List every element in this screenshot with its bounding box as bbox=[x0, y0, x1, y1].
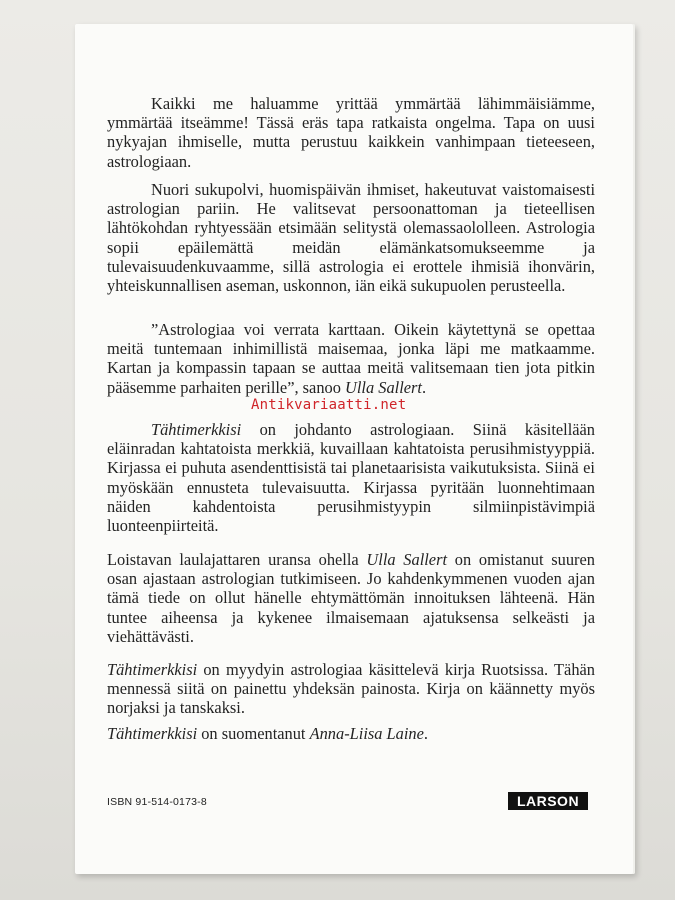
author-name: Ulla Sallert bbox=[345, 377, 422, 397]
publisher-logo: LARSON bbox=[508, 792, 588, 810]
isbn-number: ISBN 91-514-0173-8 bbox=[107, 796, 207, 808]
blurb-paragraph-author bbox=[107, 550, 595, 646]
author-name: Ulla Sallert bbox=[366, 550, 448, 569]
paragraph-text: on omistanut suuren osan ajastaan astrologian tutkimiseen. Jo kahdenkymmenen vuoden ajan tämä tiede on ollut hänelle ehtymättömän innoituksen lähteenä. Hän tuntee aiheensa ja kykenee ilmaisemaan ajatuksensa selkeästi ja viehättävästi. bbox=[107, 550, 595, 646]
blurb-paragraph-2 bbox=[107, 180, 595, 295]
paragraph-text: Loistavan laulajattaren uransa ohella bbox=[107, 550, 367, 569]
quote-text: ”Astrologiaa voi verrata karttaan. Oikein käytettynä se opettaa meitä tuntemaan inhimillistä maisemaa, jonka läpi me matkaamme. Kartan ja kompassin tapaan se auttaa meitä valitsemaan tien jota pitkin pääsemme parhaiten perille”, sanoo bbox=[107, 320, 595, 397]
paragraph-text: on johdanto astrologiaan. Siinä käsitellään eläinradan kahtatoista merkkiä, kuvaillaan kahtatoista perusihmistyyppiä. Kirjassa ei puhuta asendenttisistä tai planetaarisista vaikutuksista. Siinä ei myöskään ennusteta tulevaisuutta. Kirjassa pyritään luonnehtimaan näiden kahdentoista perusihmistyypin silmiinpistävimpiä luonteenpiirteitä. bbox=[107, 420, 595, 536]
paragraph-text: on myydyin astrologiaa käsittelevä kirja Ruotsissa. Tähän mennessä siitä on painettu yhdeksän painosta. Kirja on käännetty myös norjaksi ja tanskaksi. bbox=[107, 660, 595, 718]
watermark: Antikvariaatti.net bbox=[251, 397, 407, 413]
punctuation: . bbox=[421, 377, 427, 397]
book-title: Tähtimerkkisi bbox=[107, 724, 198, 743]
blurb-paragraph-1 bbox=[107, 94, 595, 171]
book-title: Tähtimerkkisi bbox=[151, 420, 242, 439]
blurb-paragraph-4 bbox=[107, 420, 595, 535]
translator-credit bbox=[107, 724, 595, 743]
book-title: Tähtimerkkisi bbox=[107, 660, 198, 679]
book-back-cover bbox=[75, 24, 635, 874]
translator-name: Anna-Liisa Laine bbox=[309, 724, 424, 743]
punctuation: . bbox=[423, 724, 428, 743]
paragraph-text: Kaikki me haluamme yrittää ymmärtää lähimmäisiämme, ymmärtää itseämme! Tässä eräs tapa ratkaista ongelma. Tapa on uusi nykyajan ihmiselle, mutta perustuu kaikkein vanhimpaan tieteeseen, astrologiaan. bbox=[107, 94, 595, 171]
paragraph-text: Nuori sukupolvi, huomispäivän ihmiset, hakeutuvat vaistomaisesti astrologian pariin. He valitsevat persoonattoman ja tieteellisen lähtökohdan ryhtyessään etsimään selitystä olemassaololleen. Astrologia sopii epäilemättä meidän elämänkatsomukseemme ja tulevaisuudenkuvaamme, sillä astrologia ei erottele ihmisiä ihonvärin, yhteiskunnallisen aseman, uskonnon, iän eikä sukupuolen perusteella. bbox=[107, 180, 595, 296]
blurb-paragraph-quote bbox=[107, 320, 595, 397]
blurb-paragraph-6 bbox=[107, 660, 595, 718]
paragraph-text: on suomentanut bbox=[197, 724, 310, 743]
